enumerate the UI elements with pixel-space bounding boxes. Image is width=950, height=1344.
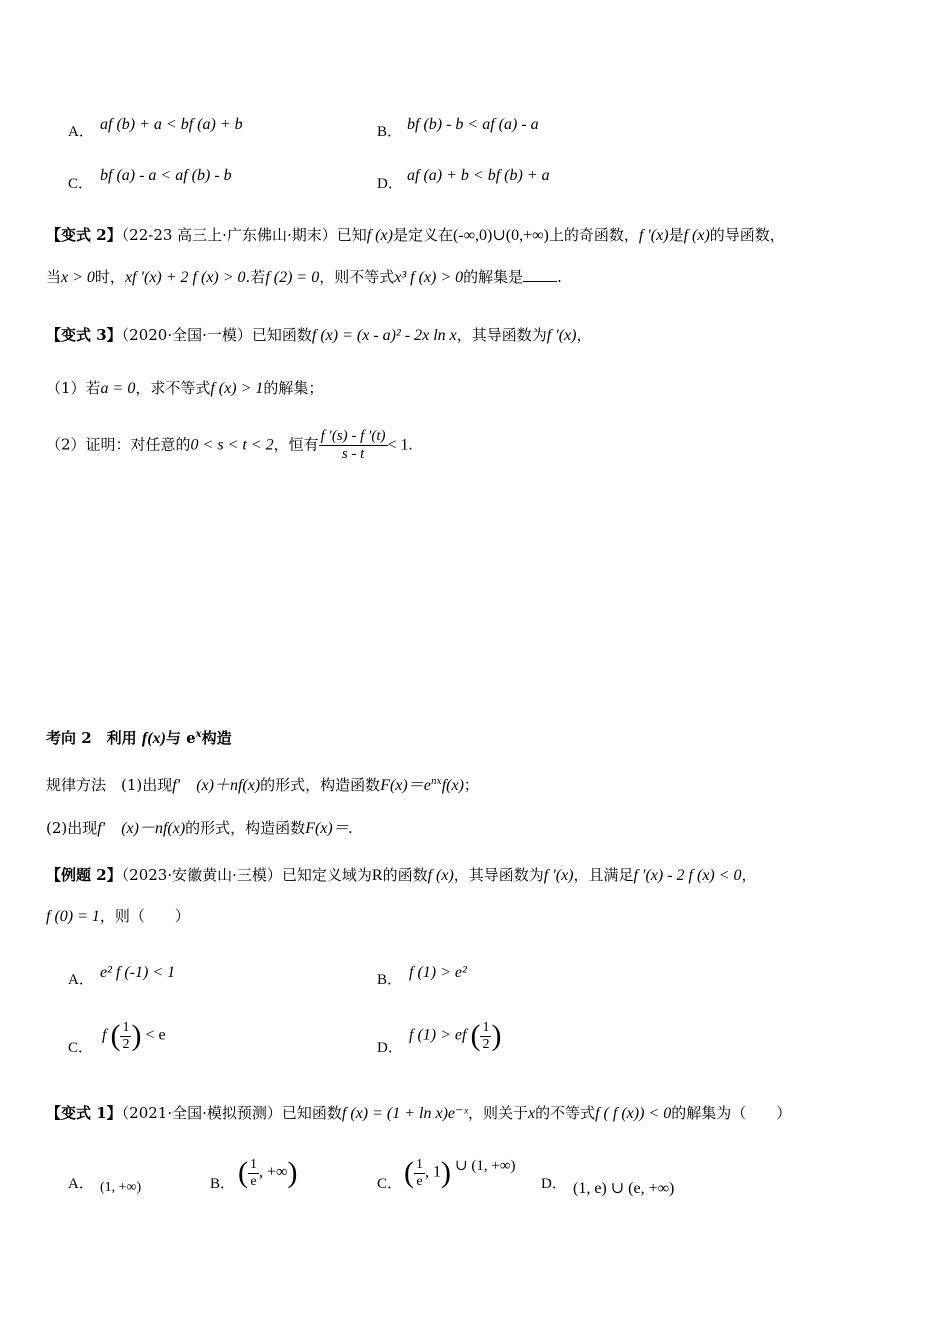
option-a-expr: af (b) + a < bf (a) + b [100, 116, 243, 133]
option-a-label: A． [68, 124, 94, 140]
example-2-condition: f ′(x) - 2 f (x) < 0 [633, 867, 742, 884]
example-2-real-set: R [371, 867, 383, 884]
example-2-option-b-expr: f (1) > e² [409, 964, 467, 981]
example-2-source: （2023·安徽黄山·三模）已知定义域为 [121, 866, 372, 884]
fraction-denominator: s - t [341, 446, 365, 462]
variant-3-tag: 【变式 3】 [46, 326, 122, 344]
example-2-condition: f (0) = 1 [46, 908, 100, 925]
variant-1-option-c-label: C． [377, 1176, 403, 1192]
variant-2-source: （22-23 高三上·广东佛山·期末）已知 [121, 226, 367, 244]
example-2-text: ， [741, 866, 757, 884]
variant-2-text: 的导函数， [709, 226, 785, 244]
rule-text: 的形式，构造函数 [185, 819, 306, 837]
variant-2-text: 当 [46, 268, 62, 286]
variant-2-text: .若 [245, 268, 266, 286]
variant-3-text: ，恒有 [273, 435, 319, 454]
variant-3-text: < 1. [387, 436, 413, 454]
paren-right: ) [441, 1156, 451, 1189]
paren-right: ) [287, 1156, 298, 1189]
variant-3-text: （2）证明：对任意的 [46, 435, 191, 454]
variant-1-text: ，则关于 [467, 1104, 528, 1122]
fraction-numerator: 1 [416, 1156, 423, 1172]
rule-expr: f′ (x)＋nf(x) [172, 777, 261, 794]
variant-2-text: 是 [668, 226, 684, 244]
example-2-line-1 [46, 864, 757, 885]
example-2-option-a-expr: e² f (-1) < 1 [100, 964, 176, 981]
section-title-text: 与 e [165, 729, 196, 747]
variant-2-text: 上的奇函数， [548, 226, 639, 244]
paren-left: ( [238, 1156, 248, 1189]
expr-text: ∪ (1, +∞) [455, 1158, 516, 1174]
expr-text: f [102, 1026, 107, 1044]
variant-2-condition: xf ′(x) + 2 f (x) > 0 [124, 269, 246, 286]
variant-3-derivative: f ′(x) [546, 327, 577, 344]
example-2-line-2 [46, 905, 190, 926]
example-2-fx: f (x) [427, 867, 454, 884]
variant-3-condition: 0 < s < t < 2 [190, 436, 274, 454]
rule-text: 的形式，构造函数 [260, 776, 381, 794]
variant-3-part-1 [46, 377, 323, 398]
option-c-label: C． [68, 176, 94, 192]
variant-3-line-1 [46, 324, 591, 345]
example-2-text: ，其导函数为 [453, 866, 544, 884]
variant-3-text: 的解集； [263, 379, 324, 397]
expr-text: , +∞ [259, 1163, 288, 1181]
variant-2-tag: 【变式 2】 [46, 226, 122, 244]
variant-2-text: 时， [94, 268, 125, 286]
example-2-option-d-label: D． [377, 1040, 403, 1056]
variant-2-condition: f (2) = 0 [265, 269, 320, 286]
rule-text: (2)出现 [46, 819, 98, 837]
variant-1-source: （2021·全国·模拟预测）已知函数 [121, 1104, 342, 1122]
section-title-sup: x [195, 729, 202, 740]
variant-2-inequality: x³ f (x) > 0 [394, 269, 464, 286]
variant-1-option-d-label: D． [541, 1176, 567, 1192]
variant-1-option-d-expr: (1, e) ∪ (e, +∞) [573, 1180, 675, 1197]
fraction [248, 1157, 259, 1190]
variant-3-part-2 [46, 428, 413, 463]
variant-2-fx: f (x) [366, 227, 393, 244]
rule-text: ； [463, 776, 479, 794]
paren-left: ( [404, 1156, 414, 1189]
section-title-fx: f(x) [141, 730, 166, 747]
section-title-text: 考向 2 利用 [46, 729, 137, 747]
expr-text: < e [145, 1026, 166, 1044]
variant-2-condition: x > 0 [61, 269, 95, 286]
example-2-text: ，则（ ） [99, 907, 190, 925]
fraction [120, 1020, 131, 1053]
variant-3-source: （2020·全国·一模）已知函数 [121, 326, 312, 344]
paren-left: ( [470, 1019, 481, 1052]
option-c-expr: bf (a) - a < af (b) - b [100, 167, 232, 184]
variant-2-text: 的解集是 [463, 268, 524, 286]
paren-right: ) [131, 1019, 142, 1052]
example-2-derivative: f ′(x) [543, 867, 574, 884]
variant-2-text: . [557, 268, 562, 286]
example-2-option-c-label: C． [68, 1040, 94, 1056]
paren-right: ) [491, 1019, 502, 1052]
variant-3-text: ，其导函数为 [456, 326, 547, 344]
example-2-option-b-label: B． [377, 972, 403, 988]
variant-1-variable: x [527, 1105, 536, 1122]
rule-expr: F(x)＝e [380, 777, 431, 794]
option-b-label: B． [377, 124, 403, 140]
variant-3-text: （1）若 [46, 379, 101, 397]
rule-line-2 [46, 815, 353, 838]
variant-3-text: ，求不等式 [135, 379, 211, 397]
rule-expr: F(x)＝. [305, 820, 353, 837]
variant-1-option-a-expr: (1, +∞) [100, 1180, 142, 1195]
rule-expr: f(x) [441, 777, 464, 794]
variant-1-option-b-expr [238, 1156, 297, 1190]
variant-1-option-b-label: B． [210, 1176, 236, 1192]
variant-2-derivative: f ′(x) [638, 227, 669, 244]
fraction-numerator: 1 [122, 1019, 130, 1035]
example-2-text: ，且满足 [573, 866, 634, 884]
expr-text: f (1) > ef [409, 1026, 467, 1044]
variant-2-domain: (-∞,0)∪(0,+∞) [452, 227, 549, 244]
variant-3-text: ， [576, 326, 592, 344]
rule-line-1 [46, 772, 479, 795]
example-2-text: 的函数 [382, 866, 428, 884]
fraction [414, 1157, 425, 1190]
variant-1-tag: 【变式 1】 [46, 1104, 122, 1122]
answer-blank[interactable] [523, 281, 557, 282]
section-title-text: 构造 [201, 729, 232, 747]
example-2-tag: 【例题 2】 [46, 866, 122, 884]
fraction-denominator: e [250, 1173, 257, 1189]
variant-3-function: f (x) = (x - a)² - 2x ln x [311, 327, 457, 344]
fraction-numerator: f ′(s) - f ′(t) [320, 428, 386, 444]
rule-text: 规律方法 (1)出现 [46, 776, 173, 794]
fraction [480, 1020, 491, 1053]
variant-1-option-a-label: A． [68, 1176, 94, 1192]
option-b-expr: bf (b) - b < af (a) - a [407, 116, 539, 133]
rule-expr: f′ (x)－nf(x) [97, 820, 186, 837]
paren-left: ( [110, 1019, 121, 1052]
variant-1-text: 的解集为（ ） [671, 1104, 792, 1122]
variant-1-text: 的不等式 [535, 1104, 596, 1122]
variant-1-line-1 [46, 1102, 791, 1123]
example-2-option-d-expr [409, 1019, 501, 1053]
variant-1-option-c-expr [404, 1156, 515, 1190]
variant-2-text: ，则不等式 [319, 268, 395, 286]
option-d-expr: af (a) + b < bf (b) + a [407, 167, 550, 184]
variant-2-fx: f (x) [683, 227, 710, 244]
fraction-denominator: 2 [482, 1036, 490, 1052]
fraction-denominator: 2 [122, 1036, 130, 1052]
option-d-label: D． [377, 176, 403, 192]
variant-1-function: f (x) = (1 + ln x)e⁻ˣ [341, 1105, 468, 1122]
variant-2-line-2 [46, 266, 562, 287]
section-title [46, 727, 232, 748]
rule-expr-sup: nx [430, 777, 442, 787]
variant-1-inequality: f ( f (x)) < 0 [595, 1105, 672, 1122]
example-2-option-a-label: A． [68, 972, 94, 988]
variant-2-line-1 [46, 224, 785, 245]
fraction-numerator: 1 [250, 1156, 257, 1172]
fraction-denominator: e [416, 1173, 423, 1189]
variant-3-fraction [319, 428, 388, 463]
example-2-option-c-expr [102, 1019, 166, 1053]
variant-2-text: 是定义在 [392, 226, 453, 244]
variant-3-inequality: f (x) > 1 [210, 380, 264, 397]
expr-text: , 1 [425, 1163, 441, 1181]
fraction-numerator: 1 [482, 1019, 490, 1035]
variant-3-condition: a = 0 [100, 380, 136, 397]
